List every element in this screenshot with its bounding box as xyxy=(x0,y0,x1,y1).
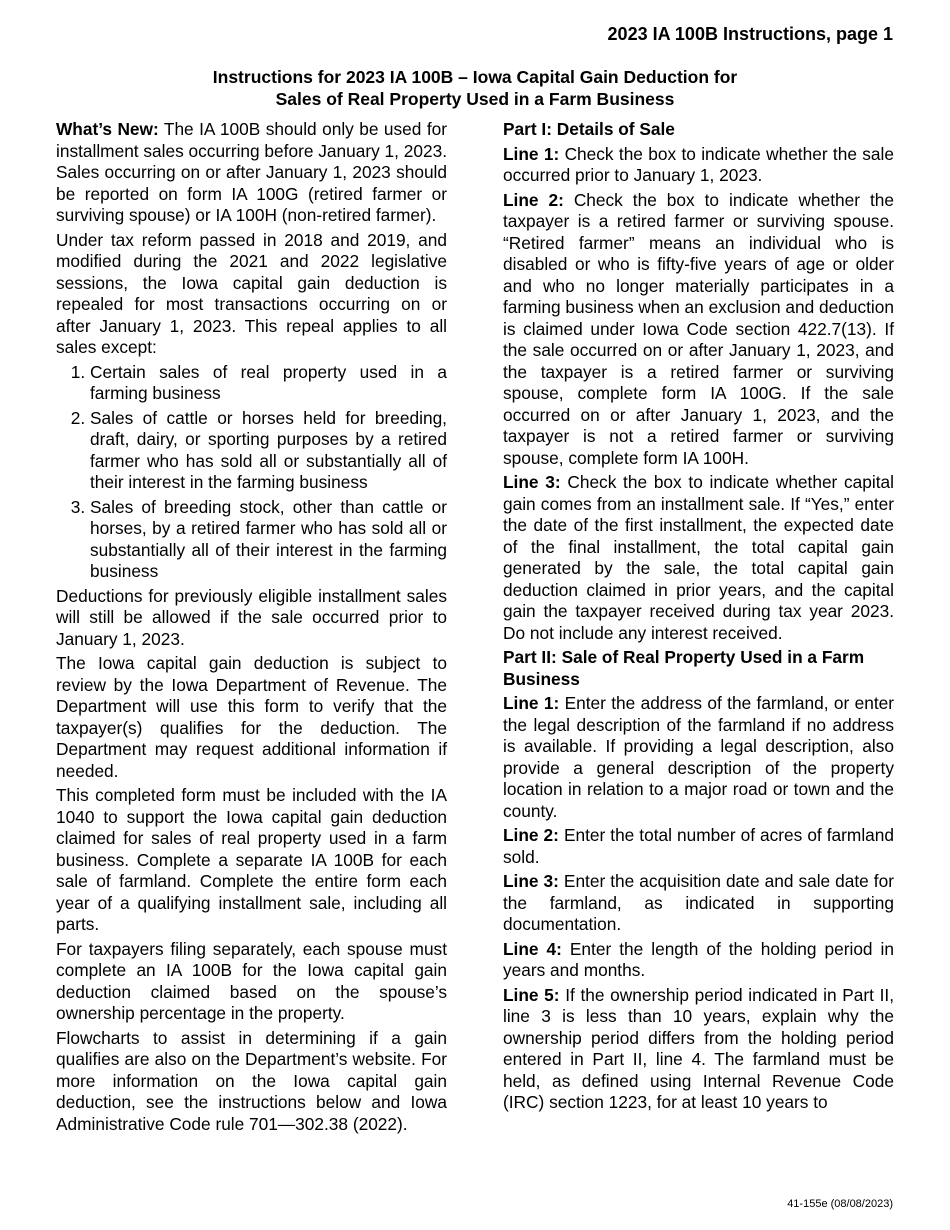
line-text: Enter the address of the farmland, or enter the legal description of the farmland if no address is available. If providing a legal description, also provide a general description of the property location in relation to a major road or town and the county. xyxy=(503,693,894,821)
line-text: Enter the total number of acres of farmland sold. xyxy=(503,825,894,867)
document-title-line-2: Sales of Real Property Used in a Farm Business xyxy=(275,88,675,109)
part-1-line-2 xyxy=(503,190,894,470)
whats-new-label: What’s New: xyxy=(56,119,159,139)
part-1-heading: Part I: Details of Sale xyxy=(503,119,675,139)
line-label: Line 3: xyxy=(503,871,559,891)
completed-form-paragraph: This completed form must be included with the IA 1040 to support the Iowa capital gain deduction claimed for sales of real property used in a farm business. Complete a separate IA 100B for each sale of farmland. Complete the entire form each year of a qualifying installment sale, including all parts. xyxy=(56,785,447,934)
line-text: Check the box to indicate whether the sale occurred prior to January 1, 2023. xyxy=(503,143,894,185)
part-2-heading: Part II: Sale of Real Property Used in a Farm Business xyxy=(503,647,865,689)
whats-new-paragraph xyxy=(56,119,447,227)
exceptions-list xyxy=(56,362,447,583)
part-2-line-1 xyxy=(503,693,894,822)
line-label: Line 1: xyxy=(503,143,560,164)
right-column xyxy=(503,119,894,1117)
list-item: 3. Sales of breeding stock, other than cattle or horses, by a retired farmer who has sold all or substantially all of their interest in the farming business xyxy=(90,497,447,583)
flowcharts-paragraph: Flowcharts to assist in determining if a gain qualifies are also on the Department’s website. For more information on the Iowa capital gain deduction, see the instructions below and Iowa Administrative Code rule 701—302.38 (2022). xyxy=(56,1027,447,1134)
whats-new-text: The IA 100B should only be used for installment sales occurring before January 1, 2023. Sales occurring on or after January 1, 2023 should be reported on form IA 100G (retired farmer or surviving spouse) or IA 100H (non-retired farmer). xyxy=(56,119,448,225)
line-text: Enter the acquisition date and sale date for the farmland, as indicated in supporting documentation. xyxy=(503,871,894,934)
line-label: Line 1: xyxy=(503,693,560,713)
line-label: Line 2: xyxy=(503,189,564,210)
line-text: Check the box to indicate whether capital gain comes from an installment sale. If “Yes,” enter the date of the first installment, the expected date of the final installment, the total capital gain generated by the sale, the total capital gain deduction claimed in prior years, and the capital gain the taxpayer received during tax year 2023. Do not include any interest received. xyxy=(503,472,894,643)
line-label: Line 5: xyxy=(503,984,560,1005)
line-label: Line 4: xyxy=(503,938,562,959)
line-label: Line 3: xyxy=(503,472,561,492)
list-item: 1. Certain sales of real property used in a farming business xyxy=(90,362,447,405)
form-id: 41-155e (08/08/2023) xyxy=(787,1198,893,1210)
part-2-line-2 xyxy=(503,825,894,868)
part-2-line-4 xyxy=(503,939,894,982)
line-text: Enter the length of the holding period in years and months. xyxy=(503,938,894,980)
document-title xyxy=(57,67,893,110)
left-column xyxy=(56,119,447,1138)
deductions-paragraph: Deductions for previously eligible installment sales will still be allowed if the sale occurred prior to January 1, 2023. xyxy=(56,585,447,649)
line-text: Check the box to indicate whether the taxpayer is a retired farmer or surviving spouse. “Retired farmer” means an individual who is disabled or who is fifty-five years of age or older and who no longer materially participates in a farming business when an exclusion and deduction is claimed under Iowa Code section 422.7(13). If the sale occurred on or after January 1, 2023, and the taxpayer is a retired farmer or surviving spouse, complete form IA 100G. If the sale occurred on or after January 1, 2023, and the taxpayer is not a retired farmer or surviving spouse, complete form IA 100H. xyxy=(503,189,894,468)
review-paragraph: The Iowa capital gain deduction is subject to review by the Iowa Department of Revenue. The Department will use this form to verify that the taxpayer(s) qualifies for the deduction. The Department may request additional information if needed. xyxy=(56,653,447,781)
part-2-line-5 xyxy=(503,985,894,1114)
line-label: Line 2: xyxy=(503,825,559,845)
page-header: 2023 IA 100B Instructions, page 1 xyxy=(607,24,893,44)
list-item: 2. Sales of cattle or horses held for breeding, draft, dairy, or sporting purposes by a retired farmer who has sold all or substantially all of their interest in the farming business xyxy=(90,408,447,494)
part-1-line-1 xyxy=(503,144,894,187)
line-text: If the ownership period indicated in Part II, line 3 is less than 10 years, explain why the ownership period differs from the holding period entered in Part II, line 4. The farmland must be held, as defined using Internal Revenue Code (IRC) section 1223, for at least 10 years to xyxy=(503,984,894,1112)
part-1-line-3 xyxy=(503,472,894,644)
part-2-line-3 xyxy=(503,871,894,936)
tax-reform-paragraph: Under tax reform passed in 2018 and 2019, and modified during the 2021 and 2022 legislative sessions, the Iowa capital gain deduction is repealed for most transactions occurring on or after January 1, 2023. This repeal applies to all sales except: xyxy=(56,229,447,357)
filing-separately-paragraph: For taxpayers filing separately, each spouse must complete an IA 100B for the Iowa capital gain deduction claimed based on the spouse’s ownership percentage in the property. xyxy=(56,938,447,1023)
document-title-line-1: Instructions for 2023 IA 100B – Iowa Capital Gain Deduction for xyxy=(212,67,738,87)
